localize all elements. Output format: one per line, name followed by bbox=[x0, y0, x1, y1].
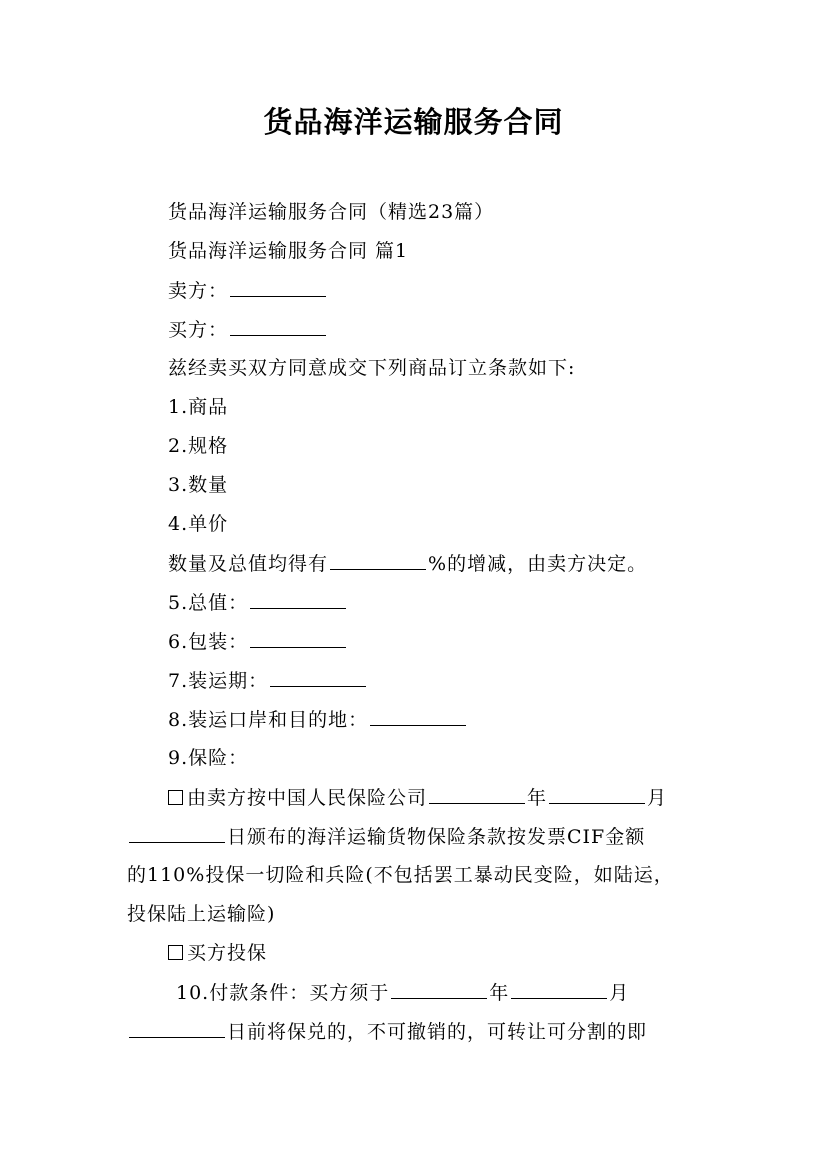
ins-a-cont: 日颁布的海洋运输货物保险条款按发票CIF金额 bbox=[227, 826, 646, 848]
insurance-continuation-2: 的110%投保一切险和兵险(不包括罢工暴动民变险，如陆运， bbox=[127, 864, 674, 886]
clause-4: 4.单价 bbox=[168, 513, 229, 535]
qty-prefix: 数量及总值均得有 bbox=[168, 553, 329, 575]
clause-6-label: 6.包装： bbox=[168, 631, 249, 653]
insurance-option-buyer bbox=[168, 941, 267, 965]
checkbox[interactable] bbox=[168, 945, 183, 960]
clause-8 bbox=[168, 707, 468, 732]
pay-month-label: 月 bbox=[609, 982, 630, 1004]
pay-month-blank bbox=[511, 980, 607, 999]
packing-blank bbox=[250, 629, 346, 648]
seller-label: 卖方： bbox=[168, 280, 229, 302]
document-title: 货品海洋运输服务合同 bbox=[263, 105, 564, 139]
payment-continuation bbox=[127, 1019, 647, 1044]
pay-day-blank bbox=[129, 1019, 225, 1038]
subtitle: 货品海洋运输服务合同（精选23篇） bbox=[168, 201, 495, 223]
ins-a-prefix: 由卖方按中国人民保险公司 bbox=[187, 787, 428, 809]
qty-blank bbox=[330, 551, 426, 570]
buyer-line bbox=[168, 317, 328, 342]
clause-5-label: 5.总值： bbox=[168, 592, 249, 614]
ins-b-label: 买方投保 bbox=[187, 942, 268, 964]
intro-text: 兹经卖买双方同意成交下列商品订立条款如下: bbox=[168, 357, 576, 379]
shipment-date-blank bbox=[270, 668, 366, 687]
pay-year-label: 年 bbox=[489, 982, 510, 1004]
clause-1: 1.商品 bbox=[168, 396, 229, 418]
clause-9: 9.保险： bbox=[168, 747, 249, 769]
clause-2: 2.规格 bbox=[168, 435, 229, 457]
insurance-option-seller bbox=[168, 785, 667, 810]
clause-7-label: 7.装运期： bbox=[168, 670, 269, 692]
clause-10-prefix: 10.付款条件：买方须于 bbox=[176, 982, 390, 1004]
clause-3: 3.数量 bbox=[168, 474, 229, 496]
clause-10 bbox=[176, 980, 629, 1005]
total-value-blank bbox=[250, 590, 346, 609]
ports-blank bbox=[370, 707, 466, 726]
clause-8-label: 8.装运口岸和目的地： bbox=[168, 709, 369, 731]
seller-blank bbox=[230, 278, 326, 297]
clause-5 bbox=[168, 590, 348, 615]
seller-line bbox=[168, 278, 328, 303]
pay-year-blank bbox=[391, 980, 487, 999]
clause-6 bbox=[168, 629, 348, 654]
insurance-continuation-3: 投保陆上运输险) bbox=[127, 903, 276, 925]
qty-suffix: %的增减，由卖方决定。 bbox=[428, 553, 648, 575]
buyer-blank bbox=[230, 317, 326, 336]
ins-day-blank bbox=[129, 824, 225, 843]
ins-year-label: 年 bbox=[527, 787, 548, 809]
ins-month-label: 月 bbox=[647, 787, 668, 809]
ins-month-blank bbox=[549, 785, 645, 804]
ins-year-blank bbox=[429, 785, 525, 804]
section-heading: 货品海洋运输服务合同 篇1 bbox=[168, 240, 409, 262]
pay-cont: 日前将保兑的，不可撤销的，可转让可分割的即 bbox=[227, 1021, 648, 1043]
insurance-continuation-1 bbox=[127, 824, 645, 849]
clause-7 bbox=[168, 668, 368, 693]
buyer-label: 买方： bbox=[168, 319, 229, 341]
quantity-tolerance-line bbox=[168, 551, 647, 576]
checkbox[interactable] bbox=[168, 790, 183, 805]
